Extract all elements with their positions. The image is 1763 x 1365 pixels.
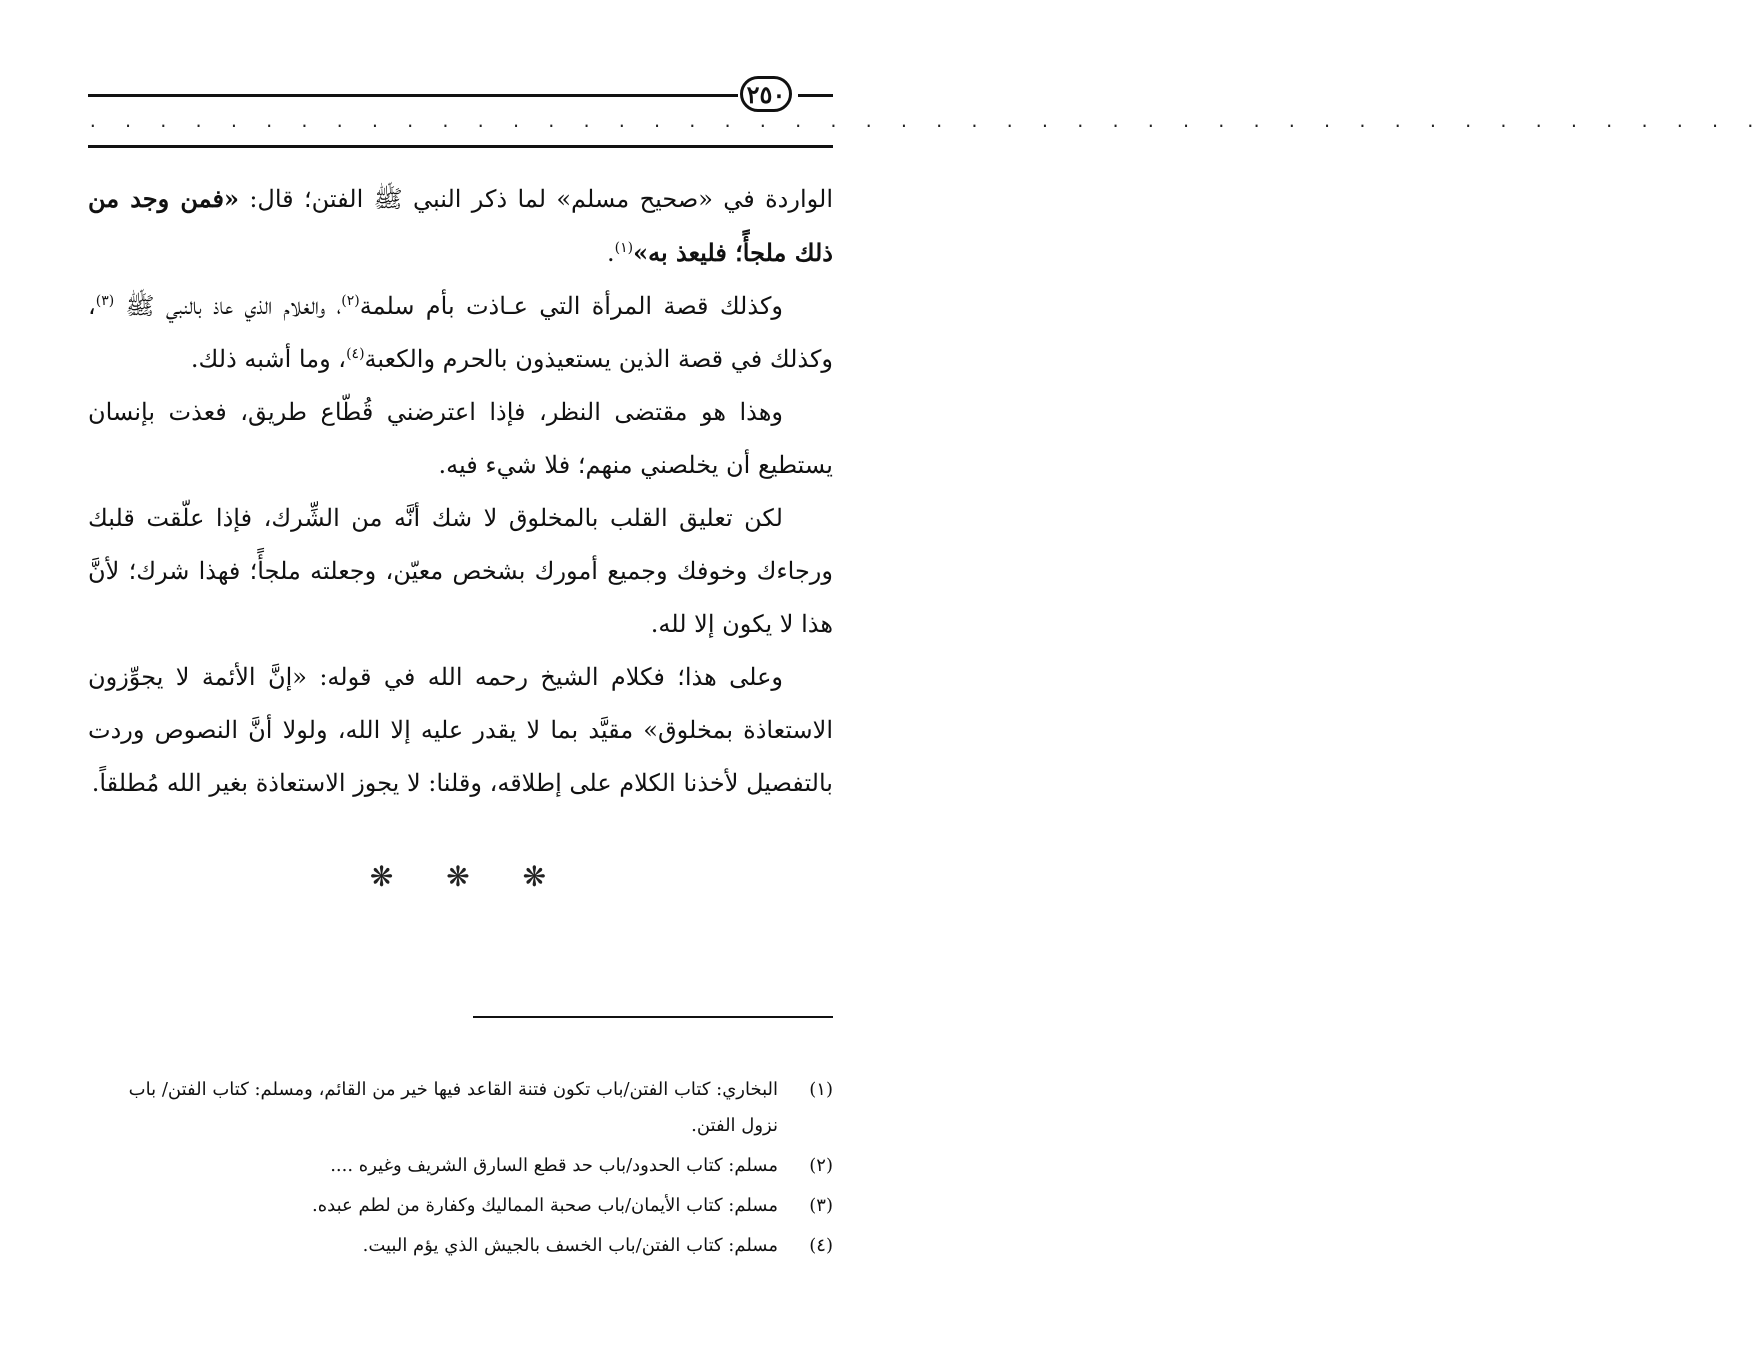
paragraph-5: وعلى هذا؛ فكلام الشيخ رحمه الله في قوله: «إنَّ الأئمة لا يجوِّزون الاستعاذة بمخلوق» مقيَّد بما لا يقدر عليه إلا الله، ولولا أنَّ النصوص وردت بالتفصيل لأخذنا الكلام على إطلاقه، وقلنا: لا يجوز الاستعاذة بغير الله مُطلقاً. [88,663,833,797]
footnote-1 [88,1072,833,1144]
footnote-number: (٢) [809,1155,833,1176]
paragraph-1-text: الواردة في «صحيح مسلم» لما ذكر النبي ﷺ الفتن؛ قال: [238,185,833,213]
page-number: ٢٥٠ [740,76,792,112]
footnote-ref-4[interactable]: (٤) [346,346,365,362]
header-rule-bottom [88,145,833,148]
footnote-number: (٣) [809,1195,833,1216]
paragraph-2-part-a: وكذلك قصة المرأة التي عـاذت بأم سلمة [359,292,783,320]
footnote-text: البخاري: كتاب الفتن/باب تكون فتنة القاعد فيها خير من القائم، ومسلم: كتاب الفتن/ باب نزول الفتن. [128,1079,778,1136]
page-header [88,70,1763,150]
header-rule-left [88,94,738,97]
footnote-number: (١) [809,1079,833,1100]
paragraph-4: لكن تعليق القلب بالمخلوق لا شك أنَّه من الشِّرك، فإذا علّقت قلبك ورجاءك وخوفك وجميع أمورك بشخص معيّن، وجعلته ملجأً؛ فهذا شرك؛ لأنَّ هذا لا يكون إلا لله. [88,504,833,638]
main-text [88,172,833,810]
footnote-number: (٤) [809,1235,833,1256]
footnote-4 [88,1228,833,1264]
footnote-3 [88,1188,833,1224]
footnote-ref-2[interactable]: (٢) [341,293,360,309]
footnote-text: مسلم: كتاب الأيمان/باب صحبة المماليك وكفارة من لطم عبده. [312,1195,778,1216]
paragraph-2 [88,280,833,386]
paragraph-2-part-b: ، والغلام الذي عاذ بالنبي ﷺ [114,292,342,320]
header-dotted-line: . . . . . . . . . . . . . . . . . . . . . . . . . . . . . . . . . . . . . . . . . . . . . . . . [88,112,1763,131]
footnote-ref-1[interactable]: (١) [614,240,634,256]
header-rule-right [798,94,833,97]
footnote-ref-3[interactable]: (٣) [95,293,115,309]
footnote-2 [88,1148,833,1184]
footnote-divider [473,1016,833,1018]
paragraph-1-end: . [606,239,615,267]
footnotes [88,1072,833,1268]
footnote-text: مسلم: كتاب الفتن/باب الخسف بالجيش الذي يؤم البيت. [362,1235,778,1256]
section-separator: ❋ ❋ ❋ [369,860,569,893]
paragraph-1-quote: «فمن وجد من ذلك ملجأً؛ فليعذ به» [88,184,833,267]
paragraph-2-part-c: ، وكذلك في قصة الذين يستعيذون بالحرم والكعبة [88,292,833,373]
paragraph-1 [88,172,833,280]
footnote-text: مسلم: كتاب الحدود/باب حد قطع السارق الشريف وغيره .... [330,1155,778,1176]
paragraph-3: وهذا هو مقتضى النظر، فإذا اعترضني قُطّاع طريق، فعذت بإنسان يستطيع أن يخلصني منهم؛ فلا شيء فيه. [88,398,833,479]
paragraph-2-part-d: ، وما أشبه ذلك. [190,345,347,373]
